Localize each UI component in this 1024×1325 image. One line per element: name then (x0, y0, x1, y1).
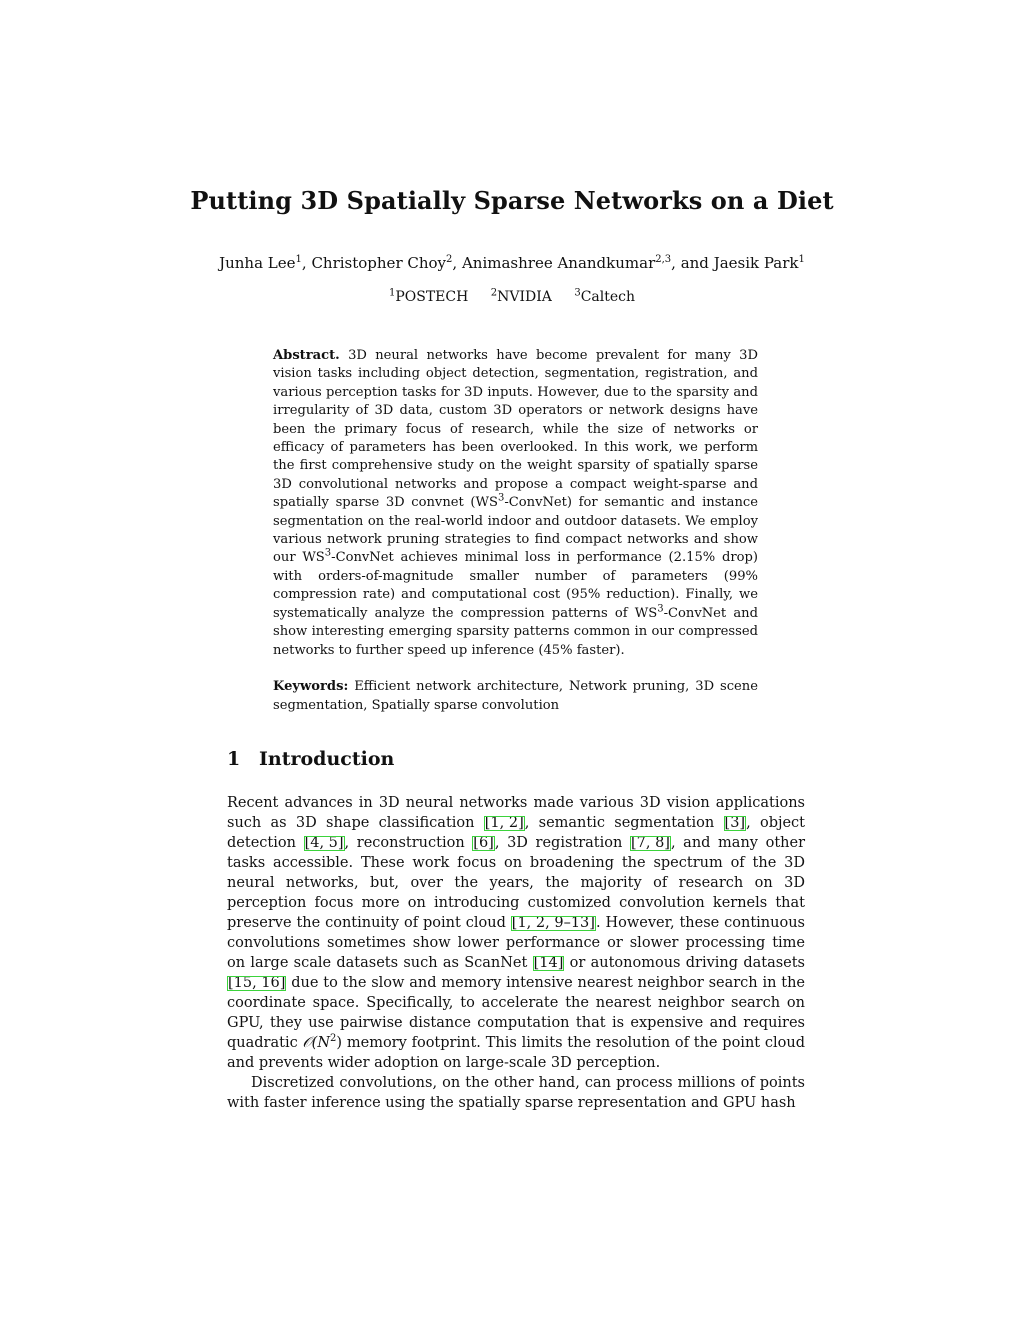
citation-link[interactable]: [1, 2, 9–13] (511, 915, 595, 931)
author-affiliation-mark: 2 (446, 254, 453, 265)
body-text: , reconstruction (344, 835, 465, 851)
author-affiliation-mark: 1 (798, 254, 805, 265)
affiliation-mark: 3 (574, 287, 581, 299)
math-exponent: 2 (330, 1033, 337, 1045)
author-name: Christopher Choy (311, 254, 447, 272)
body-text: , and many other tasks accessible. These work focus on broadening the spectrum of the 3D neural networks, but, over the years, the majority of research on 3D perception focus more on introducing customized convolution kernels that preserve the continuity of point cloud (227, 835, 806, 931)
abstract (273, 347, 758, 660)
author-name: Animashree Anandkumar (461, 254, 656, 272)
section-number: 1 (227, 748, 241, 770)
abstract-text: 3D neural networks have become prevalent for many 3D vision tasks including object detection, segmentation, registration, and various perception tasks for 3D inputs. However, due to the sparsity and irregularity of 3D data, custom 3D operators or network designs have been the primary focus of research, while the size of networks or efficacy of parameters has been overlooked. In this work, we perform the first comprehensive study on the weight sparsity of spatially sparse 3D convolutional networks and propose a compact weight-sparse and spatially sparse 3D convnet (WS (273, 348, 758, 511)
affiliation (491, 289, 552, 305)
citation-link[interactable]: [7, 8] (630, 835, 670, 851)
superscript: 3 (497, 492, 505, 504)
paper-title: Putting 3D Spatially Sparse Networks on a Diet (190, 186, 834, 215)
affiliation-name: NVIDIA (497, 289, 552, 305)
math-complexity (303, 1035, 343, 1051)
author-affiliation-mark: 2,3 (655, 254, 672, 265)
affiliation-name: Caltech (580, 289, 636, 305)
author-name: Jaesik Park (713, 254, 799, 272)
affiliation-list (0, 289, 1024, 305)
citation-link[interactable]: [14] (533, 955, 564, 971)
math-close: ) (336, 1035, 343, 1051)
citation-link[interactable]: [3] (724, 815, 746, 831)
affiliation (389, 289, 468, 305)
body-text: , object detection (227, 815, 806, 851)
abstract-text: -ConvNet and show interesting emerging sparsity patterns common in our compressed networks to further speed up inference (45% faster). (273, 605, 758, 658)
author-conjunction: and (680, 254, 709, 272)
affiliation-mark: 1 (388, 287, 396, 299)
affiliation-mark: 2 (490, 287, 498, 299)
author-name: Junha Lee (219, 254, 296, 272)
citation-link[interactable]: [1, 2] (484, 815, 524, 831)
body-text: due to the slow and memory intensive nearest neighbor search in the coordinate space. Specifically, to accelerate the nearest neighbor search on GPU, they use pairwise distance computation that is expensive and requires quadratic (227, 975, 806, 1051)
body-text: , semantic segmentation (524, 815, 715, 831)
abstract-text: -ConvNet) for semantic and instance segmentation on the real-world indoor and outdoor datasets. We employ various network pruning strategies to find compact networks and show our WS (273, 495, 758, 566)
superscript: 3 (657, 603, 664, 615)
body-text: . However, these continuous convolutions sometimes show lower performance or slower processing time on large scale datasets such as ScanNet (227, 915, 805, 971)
body-text: memory footprint. This limits the resolution of the point cloud and prevents wider adoption on large-scale 3D perception. (227, 1035, 806, 1071)
introduction-body (227, 793, 805, 1113)
math-term: 𝒪(N (302, 1035, 331, 1051)
superscript: 3 (324, 548, 332, 560)
abstract-label: Abstract. (273, 348, 340, 363)
keywords-text: Efficient network architecture, Network pruning, 3D scene segmentation, Spatially sparse convolution (273, 679, 758, 713)
section-heading (227, 748, 394, 770)
paragraph (227, 793, 805, 1073)
affiliation (574, 289, 635, 305)
affiliation-name: POSTECH (395, 289, 469, 305)
citation-link[interactable]: [4, 5] (304, 835, 344, 851)
body-text: or autonomous driving datasets (569, 955, 806, 971)
citation-link[interactable]: [6] (473, 835, 494, 851)
section-title: Introduction (259, 748, 395, 770)
keywords-label: Keywords: (273, 679, 349, 694)
author-list: Junha Lee$^1$, Christopher Choy$^2$, Animashree Anandkumar$^{2,3}$, and Jaesik Park$^1$ (219, 254, 805, 272)
paragraph: Discretized convolutions, on the other hand, can process millions of points with faster inference using the spatially sparse representation and GPU hash (227, 1075, 805, 1111)
keywords (273, 678, 758, 715)
body-text: Recent advances in 3D neural networks made various 3D vision applications such as 3D shape classification (227, 795, 805, 831)
abstract-text: -ConvNet achieves minimal loss in performance (2.15% drop) with orders-of-magnitude smaller number of parameters (99% compression rate) and computational cost (95% reduction). Finally, we systematically analyze the compression patterns of WS (273, 550, 759, 621)
body-text: , 3D registration (494, 835, 623, 851)
author-affiliation-mark: 1 (295, 254, 302, 265)
citation-link[interactable]: [15, 16] (228, 975, 286, 991)
